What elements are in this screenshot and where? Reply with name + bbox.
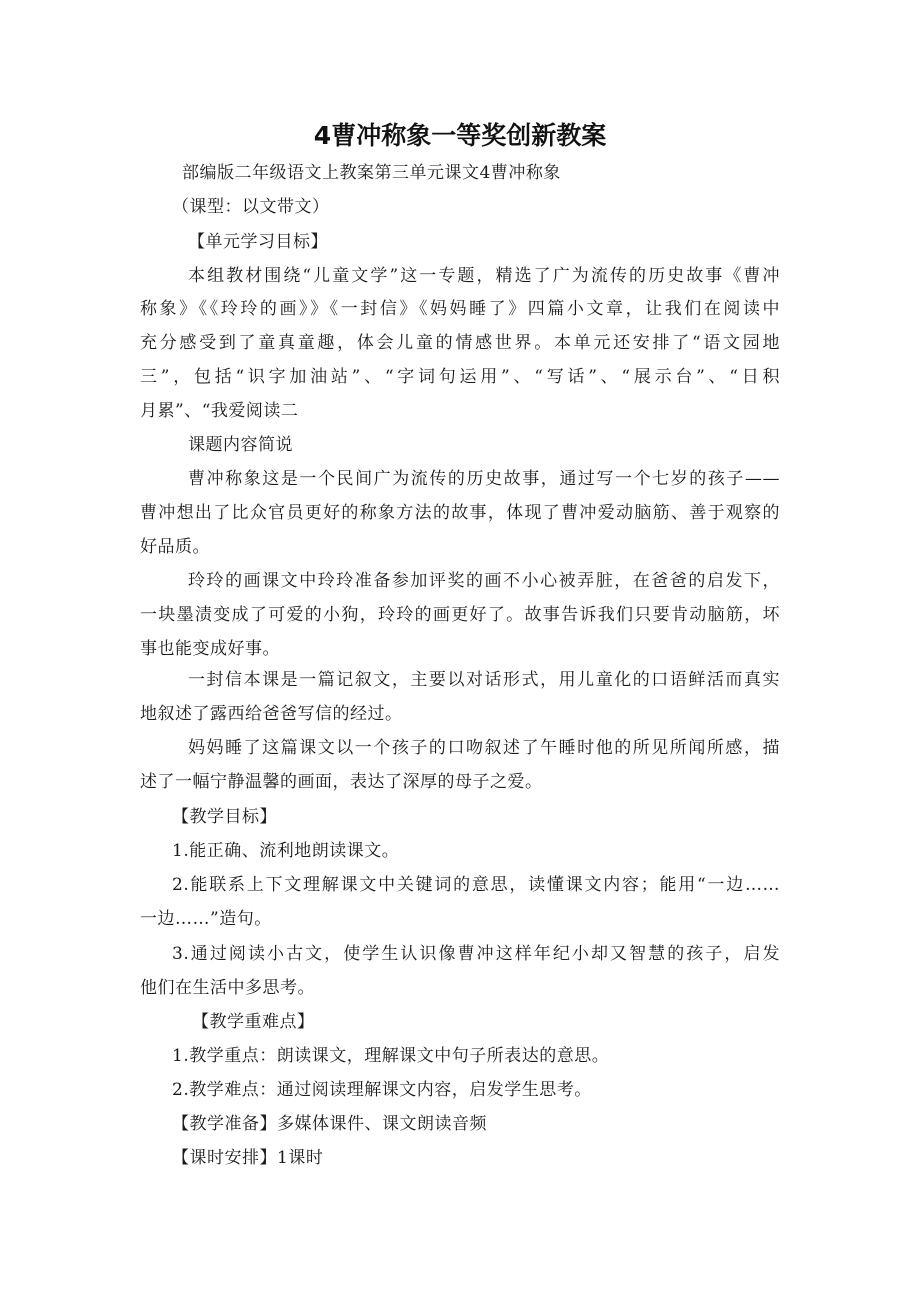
- summary-paragraph-line: 事也能变成好事。: [140, 639, 280, 659]
- teaching-goal-item: 1.能正确、流利地朗读课文。: [172, 841, 400, 861]
- teaching-goals-heading: 【教学目标】: [172, 807, 277, 827]
- unit-goals-line: 月累”、“我爱阅读二: [140, 401, 299, 421]
- unit-goals-line: 三”，包括“识字加油站”、“字词句运用”、“写话”、“展示台”、“日积: [140, 367, 780, 387]
- lesson-type: （课型：以文带文）: [172, 197, 330, 217]
- teaching-goal-item: 3.通过阅读小古文，使学生认识像曹冲这样年纪小却又智慧的孩子，启发: [172, 944, 780, 964]
- key-point-item: 1.教学重点：朗读课文，理解课文中句子所表达的意思。: [172, 1046, 610, 1066]
- summary-paragraph-line: 一封信本课是一篇记叙文，主要以对话形式，用儿童化的口语鲜活而真实: [188, 670, 780, 690]
- lesson-schedule: 【课时安排】1课时: [172, 1148, 324, 1168]
- summary-paragraph-line: 地叙述了露西给爸爸写信的经过。: [140, 704, 403, 724]
- unit-goals-line: 本组教材围绕“儿童文学”这一专题，精选了广为流传的历史故事《曹冲: [188, 266, 780, 286]
- summary-paragraph-line: 曹冲想出了比众官员更好的称象方法的故事，体现了曹冲爱动脑筋、善于观察的: [140, 503, 780, 523]
- summary-paragraph-line: 述了一幅宁静温馨的画面，表达了深厚的母子之爱。: [140, 772, 543, 792]
- summary-paragraph-line: 玲玲的画课文中玲玲准备参加评奖的画不小心被弄脏，在爸爸的启发下，: [188, 571, 780, 591]
- summary-paragraph-line: 好品质。: [140, 537, 210, 557]
- teaching-goal-item: 2.能联系上下文理解课文中关键词的意思，读懂课文内容；能用“一边……: [172, 875, 780, 895]
- document-subtitle: 部编版二年级语文上教案第三单元课文4曹冲称象: [182, 163, 561, 183]
- summary-paragraph-line: 妈妈睡了这篇课文以一个孩子的口吻叙述了午睡时他的所见所闻所感，描: [188, 738, 780, 758]
- summary-paragraph-line: 曹冲称象这是一个民间广为流传的历史故事，通过写一个七岁的孩子——: [188, 469, 780, 489]
- teaching-goal-item-continued: 他们在生活中多思考。: [140, 978, 315, 998]
- summary-paragraph-line: 一块墨渍变成了可爱的小狗，玲玲的画更好了。故事告诉我们只要肯动脑筋，坏: [140, 605, 780, 625]
- unit-goals-line: 充分感受到了童真童趣，体会儿童的情感世界。本单元还安排了“语文园地: [140, 333, 780, 353]
- teaching-goal-item-continued: 一边……”造句。: [140, 909, 272, 929]
- unit-goals-line: 称象》《《玲玲的画》》《一封信》《妈妈睡了》四篇小文章，让我们在阅读中: [140, 299, 780, 319]
- teaching-preparation: 【教学准备】多媒体课件、课文朗读音频: [172, 1114, 487, 1134]
- unit-goals-heading: 【单元学习目标】: [188, 232, 328, 252]
- key-point-item: 2.教学难点：通过阅读理解课文内容，启发学生思考。: [172, 1080, 592, 1100]
- document-title: 4曹冲称象一等奖创新教案: [313, 121, 607, 150]
- content-summary-heading: 课题内容简说: [188, 435, 293, 455]
- key-points-heading: 【教学重难点】: [192, 1012, 315, 1032]
